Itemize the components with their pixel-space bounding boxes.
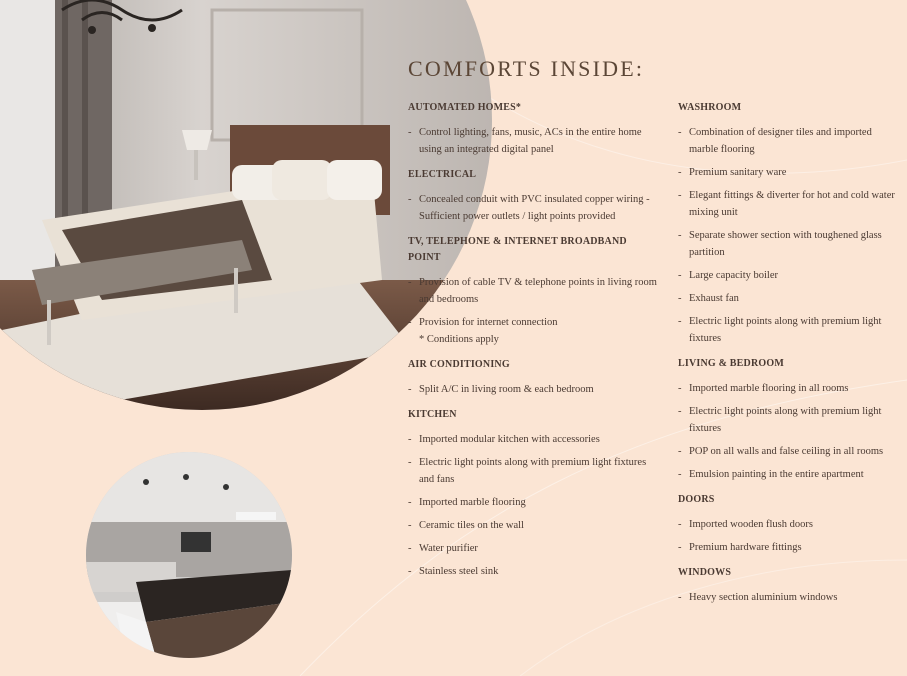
amenity-item [678, 290, 900, 307]
amenity-item [678, 443, 900, 460]
amenity-section [408, 357, 658, 398]
amenity-list [408, 191, 658, 225]
amenity-section [678, 356, 900, 483]
amenity-item [408, 381, 658, 398]
amenity-item-text: Electric light points along with premium light fixtures and fans [419, 457, 647, 485]
left-column [408, 100, 658, 589]
amenity-item [678, 227, 900, 261]
amenity-item-text: Emulsion painting in the entire apartment [689, 469, 864, 480]
dash-bullet-icon: - [678, 542, 682, 553]
amenity-item [678, 380, 900, 397]
amenity-list [408, 124, 658, 158]
amenity-item [678, 124, 900, 158]
amenity-item-text: Control lighting, fans, music, ACs in the entire home using an integrated digital panel [419, 127, 642, 155]
dash-bullet-icon: - [678, 270, 682, 281]
amenity-section [678, 492, 900, 556]
amenity-section [408, 234, 658, 348]
dash-bullet-icon: - [678, 383, 682, 394]
amenity-item-text: Imported marble flooring [419, 497, 526, 508]
section-title: WASHROOM [678, 102, 742, 113]
amenity-item-text: Electric light points along with premium light fixtures [689, 406, 882, 434]
amenity-section [408, 167, 658, 225]
dash-bullet-icon: - [408, 127, 412, 138]
amenity-list [678, 124, 900, 347]
amenity-item-text: Electric light points along with premium light fixtures [689, 316, 882, 344]
amenity-item [678, 466, 900, 483]
amenity-item [408, 191, 658, 225]
amenity-item-text: Provision of cable TV & telephone points in living room and bedrooms [419, 277, 657, 305]
dash-bullet-icon: - [678, 316, 682, 327]
dash-bullet-icon: - [408, 194, 412, 205]
dash-bullet-icon: - [408, 277, 412, 288]
amenity-item-text: Premium sanitary ware [689, 167, 787, 178]
amenity-item [408, 314, 658, 348]
amenity-item-text: Separate shower section with toughened glass partition [689, 230, 882, 258]
amenity-item [408, 494, 658, 511]
dash-bullet-icon: - [678, 406, 682, 417]
amenity-item [678, 589, 900, 606]
amenity-item [678, 403, 900, 437]
amenity-item-text: Imported marble flooring in all rooms [689, 383, 849, 394]
amenity-list [408, 274, 658, 348]
amenity-list [678, 589, 900, 606]
section-title: WINDOWS [678, 567, 732, 578]
amenity-item [678, 313, 900, 347]
dash-bullet-icon: - [678, 293, 682, 304]
dash-bullet-icon: - [408, 520, 412, 531]
amenity-item [678, 187, 900, 221]
amenity-item [678, 516, 900, 533]
amenity-item-text: Provision for internet connection [419, 317, 558, 328]
section-title: LIVING & BEDROOM [678, 358, 784, 369]
amenity-item-text: Imported wooden flush doors [689, 519, 813, 530]
dash-bullet-icon: - [408, 384, 412, 395]
amenity-item-text: Ceramic tiles on the wall [419, 520, 524, 531]
amenity-item [678, 164, 900, 181]
kitchen-photo [86, 452, 292, 658]
dash-bullet-icon: - [678, 167, 682, 178]
amenity-item-text: Concealed conduit with PVC insulated copper wiring - Sufficient power outlets / light points provided [419, 194, 650, 222]
page-title: COMFORTS INSIDE: [408, 56, 645, 81]
amenity-item [408, 563, 658, 580]
dash-bullet-icon: - [408, 317, 412, 328]
dash-bullet-icon: - [408, 566, 412, 577]
amenity-item-text: POP on all walls and false ceiling in all rooms [689, 446, 884, 457]
dash-bullet-icon: - [678, 230, 682, 241]
dash-bullet-icon: - [678, 190, 682, 201]
section-title: AIR CONDITIONING [408, 359, 510, 370]
amenity-item [408, 454, 658, 488]
amenity-list [678, 380, 900, 483]
amenity-list [408, 381, 658, 398]
amenity-item [408, 517, 658, 534]
amenity-item [408, 274, 658, 308]
amenity-section [678, 100, 900, 347]
amenity-section [408, 100, 658, 158]
amenity-section [408, 407, 658, 580]
section-title: ELECTRICAL [408, 169, 477, 180]
amenity-section [678, 565, 900, 606]
dash-bullet-icon: - [678, 469, 682, 480]
dash-bullet-icon: - [678, 592, 682, 603]
amenity-list [408, 431, 658, 580]
dash-bullet-icon: - [678, 446, 682, 457]
amenity-item-text: Heavy section aluminium windows [689, 592, 838, 603]
amenity-item [408, 124, 658, 158]
amenity-item [408, 540, 658, 557]
amenity-item [678, 267, 900, 284]
amenity-item [678, 539, 900, 556]
conditions-note: * Conditions apply [419, 334, 499, 345]
amenity-item-text: Exhaust fan [689, 293, 739, 304]
dash-bullet-icon: - [408, 497, 412, 508]
amenity-item-text: Imported modular kitchen with accessories [419, 434, 600, 445]
amenity-item-text: Split A/C in living room & each bedroom [419, 384, 594, 395]
right-column [678, 100, 900, 615]
section-title: AUTOMATED HOMES* [408, 102, 522, 113]
section-title: KITCHEN [408, 409, 457, 420]
amenity-item-text: Stainless steel sink [419, 566, 499, 577]
dash-bullet-icon: - [678, 519, 682, 530]
section-title: TV, TELEPHONE & INTERNET BROADBAND POINT [408, 236, 627, 263]
dash-bullet-icon: - [408, 434, 412, 445]
section-title: DOORS [678, 494, 715, 505]
amenity-item-text: Combination of designer tiles and imported marble flooring [689, 127, 872, 155]
amenity-item-text: Large capacity boiler [689, 270, 779, 281]
amenity-item-text: Elegant fittings & diverter for hot and cold water mixing unit [689, 190, 895, 218]
amenity-item [408, 431, 658, 448]
dash-bullet-icon: - [408, 543, 412, 554]
amenity-item-text: Premium hardware fittings [689, 542, 802, 553]
dash-bullet-icon: - [678, 127, 682, 138]
amenity-item-text: Water purifier [419, 543, 478, 554]
amenity-list [678, 516, 900, 556]
dash-bullet-icon: - [408, 457, 412, 468]
